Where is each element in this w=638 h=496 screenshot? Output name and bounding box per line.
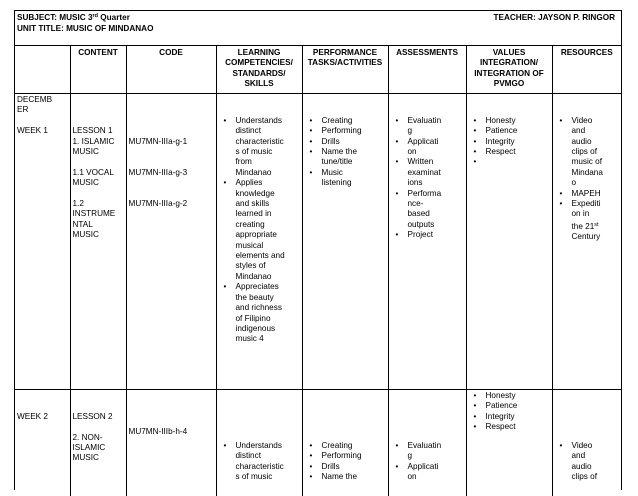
content-line: MUSIC	[72, 230, 99, 240]
content-line: 1.1 VOCAL	[72, 167, 114, 177]
document-header	[15, 11, 621, 46]
header-line: INTEGRATION OF	[474, 68, 544, 78]
list-item-text: • Creating	[321, 440, 353, 450]
list-item-text: • Evaluatin	[407, 440, 442, 450]
content-line: 1.2	[72, 199, 84, 208]
content-line: MUSIC	[72, 178, 99, 188]
list-item	[469, 137, 550, 147]
content-line	[73, 157, 124, 167]
list-item-text: g	[407, 451, 413, 461]
resources-header: RESOURCES	[552, 46, 621, 94]
list-item-text: outputs	[407, 219, 435, 229]
competencies-header	[216, 46, 302, 94]
list-item-text: elements and	[235, 251, 285, 261]
unit-title: UNIT TITLE: MUSIC OF MINDANAO	[17, 24, 154, 33]
bullet-list	[555, 116, 620, 243]
bullet-list	[305, 116, 386, 189]
list-item-text: • Honesty	[485, 391, 516, 400]
header-line: STANDARDS/	[232, 68, 286, 78]
list-item-text: Mindana	[571, 167, 603, 177]
list-item	[555, 441, 620, 483]
list-item	[219, 178, 300, 282]
list-item-text: audio	[571, 136, 592, 146]
list-item	[305, 147, 386, 168]
list-item	[219, 441, 300, 483]
list-item	[391, 137, 464, 158]
month-label: DECEMB	[17, 95, 53, 104]
list-item-text: • Patience	[485, 401, 518, 411]
list-item-text: characteristic	[235, 461, 284, 471]
lesson-plan-frame	[14, 10, 622, 490]
list-item-text: • Respect	[485, 147, 516, 157]
bullet-list	[219, 116, 300, 345]
list-item-text: g	[407, 126, 413, 136]
list-item	[469, 157, 550, 167]
content-line: INSTRUME	[72, 209, 116, 219]
performance-header	[302, 46, 388, 94]
content-line	[73, 422, 124, 432]
month-label: ER	[17, 105, 29, 115]
list-item-text: s of music	[235, 147, 273, 157]
values-cell	[466, 94, 552, 390]
values-header	[466, 46, 552, 94]
list-item-text: musical	[235, 240, 264, 250]
list-item-text: • Performing	[321, 126, 362, 136]
content-cell	[70, 390, 126, 496]
list-item-text: ions	[407, 178, 423, 188]
list-item-text: • Expediti	[571, 199, 601, 209]
content-line: MUSIC	[72, 147, 99, 156]
list-item	[305, 451, 386, 461]
list-item	[219, 282, 300, 344]
table-header-row	[15, 46, 621, 94]
content-line: MUSIC	[72, 453, 99, 463]
list-item-text: music 4	[235, 334, 264, 344]
list-item-text: audio	[571, 461, 592, 471]
assessments-cell	[388, 390, 466, 496]
list-item	[391, 157, 464, 188]
code-cell	[126, 94, 216, 390]
list-item-text: • Performing	[321, 451, 362, 461]
list-item	[305, 441, 386, 451]
list-item	[469, 147, 550, 157]
list-item-text: • Understands	[235, 440, 282, 450]
list-item-text: Century	[571, 232, 601, 242]
list-item-text: and	[571, 126, 586, 136]
list-item-text: clips of	[571, 147, 597, 157]
subject-line: SUBJECT: MUSIC 3rd Quarter	[17, 13, 130, 22]
content-line	[73, 189, 124, 199]
table-row	[15, 390, 621, 496]
list-item-text: learned in	[235, 209, 272, 219]
list-item	[469, 116, 550, 126]
header-line: PERFORMANCE	[312, 48, 378, 57]
list-item-text: • Applies	[235, 178, 263, 188]
list-item	[555, 189, 620, 199]
resources-cell	[552, 390, 621, 496]
header-line: LEARNING	[237, 48, 281, 57]
code-cell	[126, 390, 216, 496]
list-item-text: • Applicati	[407, 136, 439, 146]
content-header: CONTENT	[70, 46, 126, 94]
bullet-list	[391, 116, 464, 241]
list-item	[391, 441, 464, 462]
content-line: NTAL	[72, 219, 93, 229]
content-cell	[70, 94, 126, 390]
list-item-text: characteristic	[235, 136, 284, 146]
competencies-cell	[216, 94, 302, 390]
list-item-text: • Drills	[321, 461, 340, 471]
list-item-text: • Performa	[407, 188, 442, 198]
list-item	[391, 116, 464, 137]
week-cell	[15, 390, 70, 496]
list-item-text: listening	[321, 178, 352, 188]
list-item-text: and skills	[235, 199, 270, 209]
list-item-text: and	[571, 451, 586, 461]
header-line: TASKS/ACTIVITIES	[307, 58, 383, 68]
list-item-text: on	[407, 147, 417, 157]
list-item-text: • Honesty	[485, 115, 516, 125]
list-item	[391, 462, 464, 483]
table-row	[15, 94, 621, 390]
list-item-text: • Creating	[321, 115, 353, 125]
content-line: LESSON 2	[72, 411, 113, 421]
list-item-text: distinct	[235, 126, 261, 136]
list-item-text: s of music	[235, 472, 273, 482]
list-item	[305, 168, 386, 189]
list-item-text: appropriate	[235, 230, 277, 240]
code-label: MU7MN-IIIb-h-4	[128, 427, 188, 437]
bullet-list	[555, 441, 620, 483]
assessments-header: ASSESSMENTS	[388, 46, 466, 94]
list-item	[305, 462, 386, 472]
list-item	[555, 116, 620, 189]
values-cell	[466, 390, 552, 496]
list-item	[555, 199, 620, 243]
list-item-text: • Video	[571, 115, 593, 125]
list-item-text: • Respect	[485, 422, 516, 432]
list-item-text: • Video	[571, 440, 593, 450]
list-item-text: • Project	[407, 230, 433, 240]
bullet-list	[305, 441, 386, 483]
list-item-text: on in	[571, 209, 590, 219]
list-item-text: styles of	[235, 261, 266, 271]
list-item-text: Mindanao	[235, 167, 272, 177]
list-item	[469, 422, 550, 432]
list-item-text: • Integrity	[485, 136, 515, 146]
list-item	[469, 391, 550, 401]
bullet-list	[469, 391, 550, 433]
week-label: WEEK 1	[17, 126, 48, 136]
assessments-cell	[388, 94, 466, 390]
list-item-text: o	[571, 178, 577, 188]
header-line: COMPETENCIES/	[225, 58, 293, 68]
list-item	[469, 126, 550, 136]
content-line: 1. ISLAMIC	[72, 136, 115, 146]
list-item-text: • Written	[407, 157, 434, 167]
code-label: MU7MN-IIIa-g-3	[128, 167, 188, 177]
superscript: st	[594, 221, 599, 228]
curriculum-table	[15, 45, 621, 496]
list-item-text: on	[407, 472, 417, 482]
performance-cell	[302, 390, 388, 496]
list-item-text: creating	[235, 219, 265, 229]
list-item	[305, 472, 386, 482]
list-item-text: from	[235, 157, 252, 167]
code-label: MU7MN-IIIa-g-1	[128, 136, 188, 146]
header-line: INTEGRATION/	[479, 58, 539, 68]
list-item-text: • Music	[321, 167, 343, 177]
list-item-text: • MAPEH	[571, 188, 601, 198]
list-item-text: • Drills	[321, 136, 340, 146]
list-item-text: tune/title	[321, 157, 353, 167]
code-header: CODE	[126, 46, 216, 94]
list-item-text: indigenous	[235, 323, 276, 333]
content-line: LESSON 1	[72, 126, 113, 136]
list-item-text: clips of	[571, 472, 597, 482]
list-item-text: • Integrity	[485, 411, 515, 421]
list-item-text: and richness	[235, 303, 282, 313]
list-item-text: Mindanao	[235, 271, 272, 281]
content-line: 2. NON-	[72, 432, 103, 442]
list-item-text: music of	[571, 157, 602, 167]
list-item-text: distinct	[235, 451, 261, 461]
list-item	[305, 116, 386, 126]
bullet-list	[391, 441, 464, 483]
list-item-text: based	[407, 209, 430, 219]
list-item-text: of Filipino	[235, 313, 271, 323]
list-item	[469, 401, 550, 411]
blank-header	[15, 46, 70, 94]
performance-cell	[302, 94, 388, 390]
teacher-name: TEACHER: JAYSON P. RINGOR	[493, 13, 615, 22]
week-label: WEEK 2	[17, 411, 48, 421]
list-item-text: the beauty	[235, 292, 274, 302]
list-item	[219, 116, 300, 178]
month-week-cell	[15, 94, 70, 390]
list-item-text: • Name the	[321, 472, 357, 482]
header-line: VALUES	[492, 48, 526, 57]
list-item-text: • Name the	[321, 147, 357, 157]
code-label: MU7MN-IIIa-g-2	[128, 199, 188, 208]
list-item-text: nce-	[407, 199, 424, 209]
list-item	[305, 126, 386, 136]
list-item-text: • Applicati	[407, 461, 439, 471]
list-item	[391, 189, 464, 231]
header-line: PVMGO	[493, 79, 525, 89]
list-item-text: • Patience	[485, 126, 518, 136]
header-line: SKILLS	[244, 79, 274, 89]
list-item-text: the 21st	[571, 221, 599, 231]
list-item-text: • Appreciates	[235, 282, 279, 292]
content-line: ISLAMIC	[72, 443, 106, 452]
competencies-cell	[216, 390, 302, 496]
list-item-text: • Understands	[235, 115, 282, 125]
list-item-text: examinat	[407, 167, 441, 177]
list-item-text: knowledge	[235, 188, 275, 198]
bullet-list	[219, 441, 300, 483]
list-item	[391, 230, 464, 240]
list-item	[305, 137, 386, 147]
list-item-text	[486, 157, 550, 167]
list-item	[469, 412, 550, 422]
list-item-text: • Evaluatin	[407, 115, 442, 125]
resources-cell	[552, 94, 621, 390]
bullet-list	[469, 116, 550, 168]
